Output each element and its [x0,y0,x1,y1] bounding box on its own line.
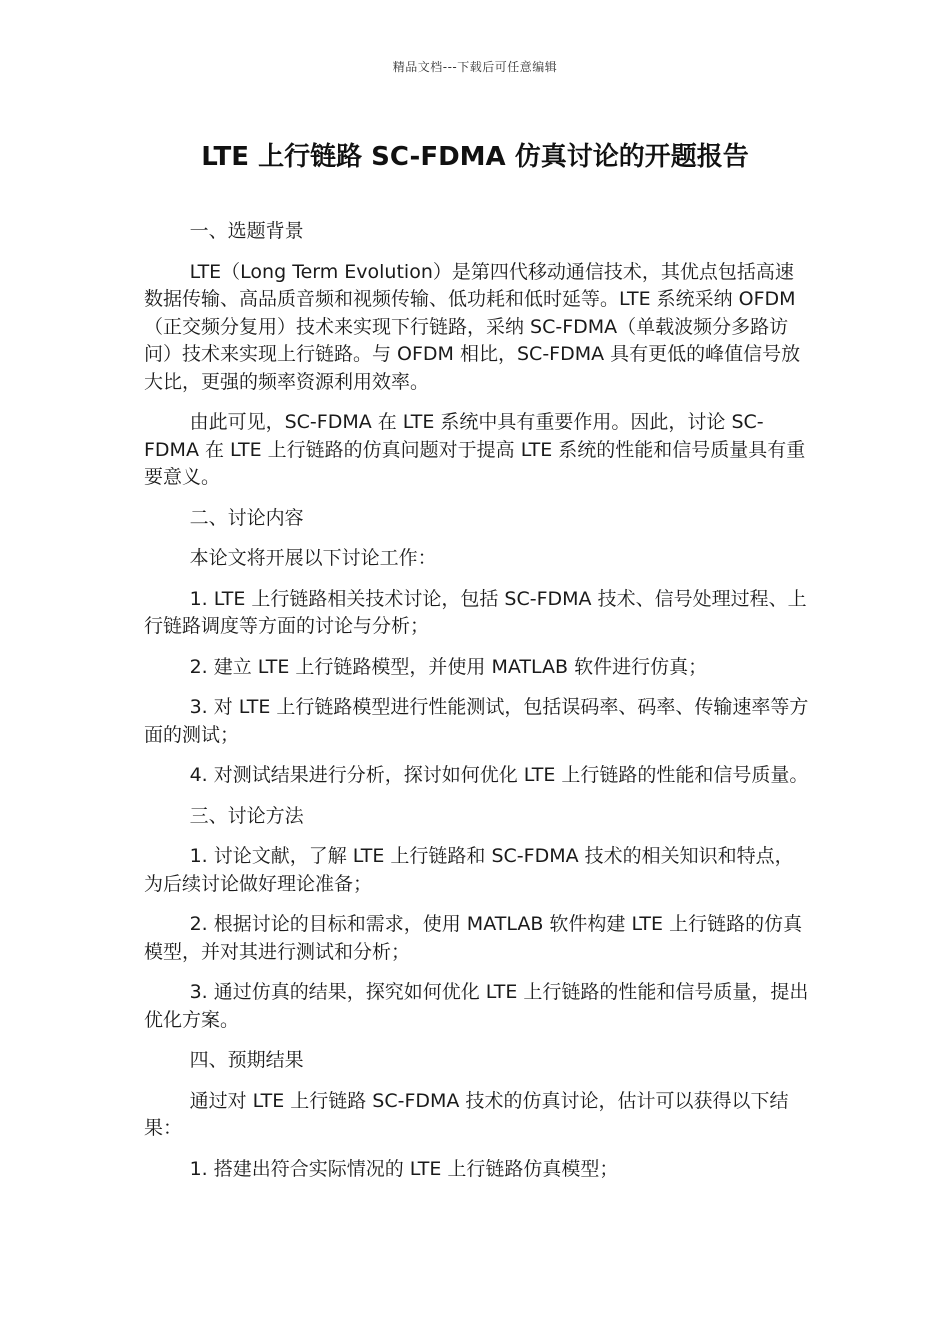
document-title: LTE 上行链路 SC-FDMA 仿真讨论的开题报告 [201,142,749,172]
paragraph-work-intro: 本论文将开展以下讨论工作： [189,547,437,569]
header-note: 精品文档---下载后可任意编辑 [392,60,558,74]
section-heading-expected: 四、预期结果 [189,1049,304,1071]
paragraph-expected-intro: 通过对 LTE 上行链路 SC-FDMA 技术的仿真讨论，估计可以获得以下结果： [144,1089,789,1139]
list-item-content-2: 2. 建立 LTE 上行链路模型，并使用 MATLAB 软件进行仿真； [189,655,708,678]
document-body [144,218,812,1196]
list-item-method-1: 1. 讨论文献，了解 LTE 上行链路和 SC-FDMA 技术的相关知识和特点，为后续讨论做好理论准备； [144,845,794,895]
list-item-content-3: 3. 对 LTE 上行链路模型进行性能测试，包括误码率、码率、传输速率等方面的测试； [144,696,809,746]
section-heading-content: 二、讨论内容 [189,506,304,529]
list-item-content-1: 1. LTE 上行链路相关技术讨论，包括 SC-FDMA 技术、信号处理过程、上行链路调度等方面的讨论与分析； [144,587,807,637]
section-heading-background: 一、选题背景 [189,220,304,242]
list-item-method-2: 2. 根据讨论的目标和需求，使用 MATLAB 软件构建 LTE 上行链路的仿真模型，并对其进行测试和分析； [144,913,803,963]
list-item-method-3: 3. 通过仿真的结果，探究如何优化 LTE 上行链路的性能和信号质量，提出优化方案。 [144,981,809,1031]
section-heading-method: 三、讨论方法 [189,804,304,827]
paragraph-significance: 由此可见，SC-FDMA 在 LTE 系统中具有重要作用。因此，讨论 SC-FDMA 在 LTE 上行链路的仿真问题对于提高 LTE 系统的性能和信号质量具有重要意义。 [144,411,806,488]
list-item-expected-1: 1. 搭建出符合实际情况的 LTE 上行链路仿真模型； [189,1157,619,1180]
paragraph-lte-intro: LTE（Long Term Evolution）是第四代移动通信技术，其优点包括高速数据传输、高品质音频和视频传输、低功耗和低时延等。LTE 系统采纳 OFDM（正交频分复用）技术来实现下行链路，采纳 SC-FDMA（单载波频分多路访问）技术来实现上行链路。与 OFDM 相比，SC-FDMA 具有更低的峰值信号放大比，更强的频率资源利用效率。 [144,260,801,393]
list-item-content-4: 4. 对测试结果进行分析，探讨如何优化 LTE 上行链路的性能和信号质量。 [189,764,809,786]
